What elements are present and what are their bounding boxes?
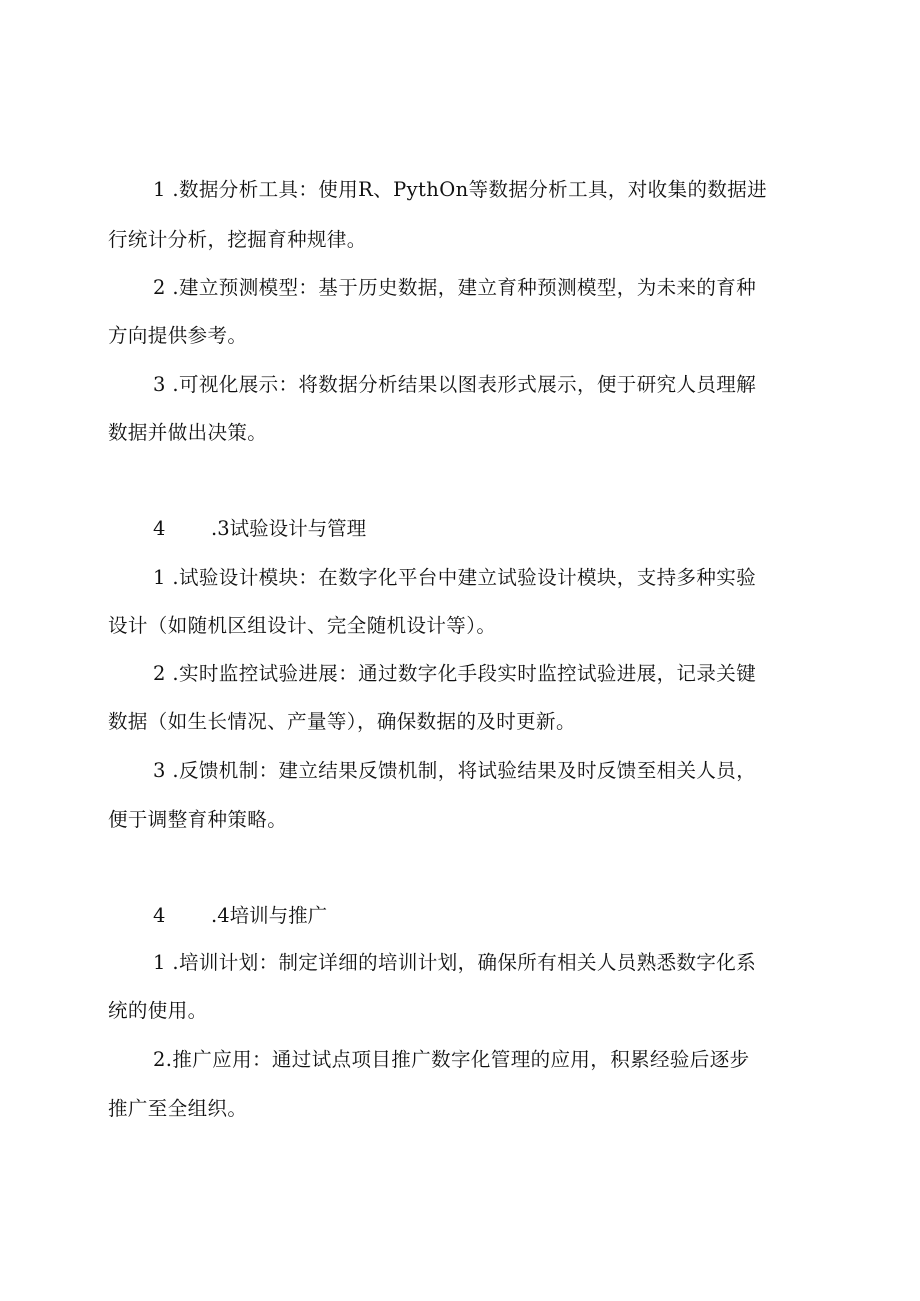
paragraph-line: 方向提供参考。 xyxy=(108,324,248,347)
paragraph-line: 1 .培训计划：制定详细的培训计划，确保所有相关人员熟悉数字化系 xyxy=(153,951,757,974)
paragraph-line: 便于调整育种策略。 xyxy=(108,808,288,831)
paragraph-line: 3 .可视化展示：将数据分析结果以图表形式展示，便于研究人员理解 xyxy=(153,373,757,396)
paragraph-line: 数据并做出决策。 xyxy=(108,421,268,444)
section-heading-text: .4培训与推广 xyxy=(211,904,328,927)
paragraph-line: 2 .建立预测模型：基于历史数据，建立育种预测模型，为未来的育种 xyxy=(153,276,757,299)
paragraph-line: 2.推广应用：通过试点项目推广数字化管理的应用，积累经验后逐步 xyxy=(153,1048,750,1071)
paragraph-line: 数据（如生长情况、产量等），确保数据的及时更新。 xyxy=(108,710,576,733)
section-heading xyxy=(153,515,366,543)
paragraph-line: 行统计分析，挖掘育种规律。 xyxy=(108,228,367,251)
paragraph-line: 统的使用。 xyxy=(108,999,208,1022)
paragraph-line: 设计（如随机区组设计、完全随机设计等）。 xyxy=(108,614,497,637)
paragraph-line: 2 .实时监控试验进展：通过数字化手段实时监控试验进展，记录关键 xyxy=(153,662,757,685)
paragraph-line: 1 .数据分析工具：使用R、PythOn等数据分析工具，对收集的数据进 xyxy=(153,178,768,201)
paragraph-line: 3 .反馈机制：建立结果反馈机制，将试验结果及时反馈至相关人员， xyxy=(153,759,757,782)
section-heading xyxy=(153,902,327,930)
section-heading-number: 4 xyxy=(153,517,166,540)
paragraph-line: 1 .试验设计模块：在数字化平台中建立试验设计模块，支持多种实验 xyxy=(153,566,757,589)
section-heading-text: .3试验设计与管理 xyxy=(211,517,367,540)
section-heading-number: 4 xyxy=(153,904,166,927)
paragraph-line: 推广至全组织。 xyxy=(108,1097,248,1120)
